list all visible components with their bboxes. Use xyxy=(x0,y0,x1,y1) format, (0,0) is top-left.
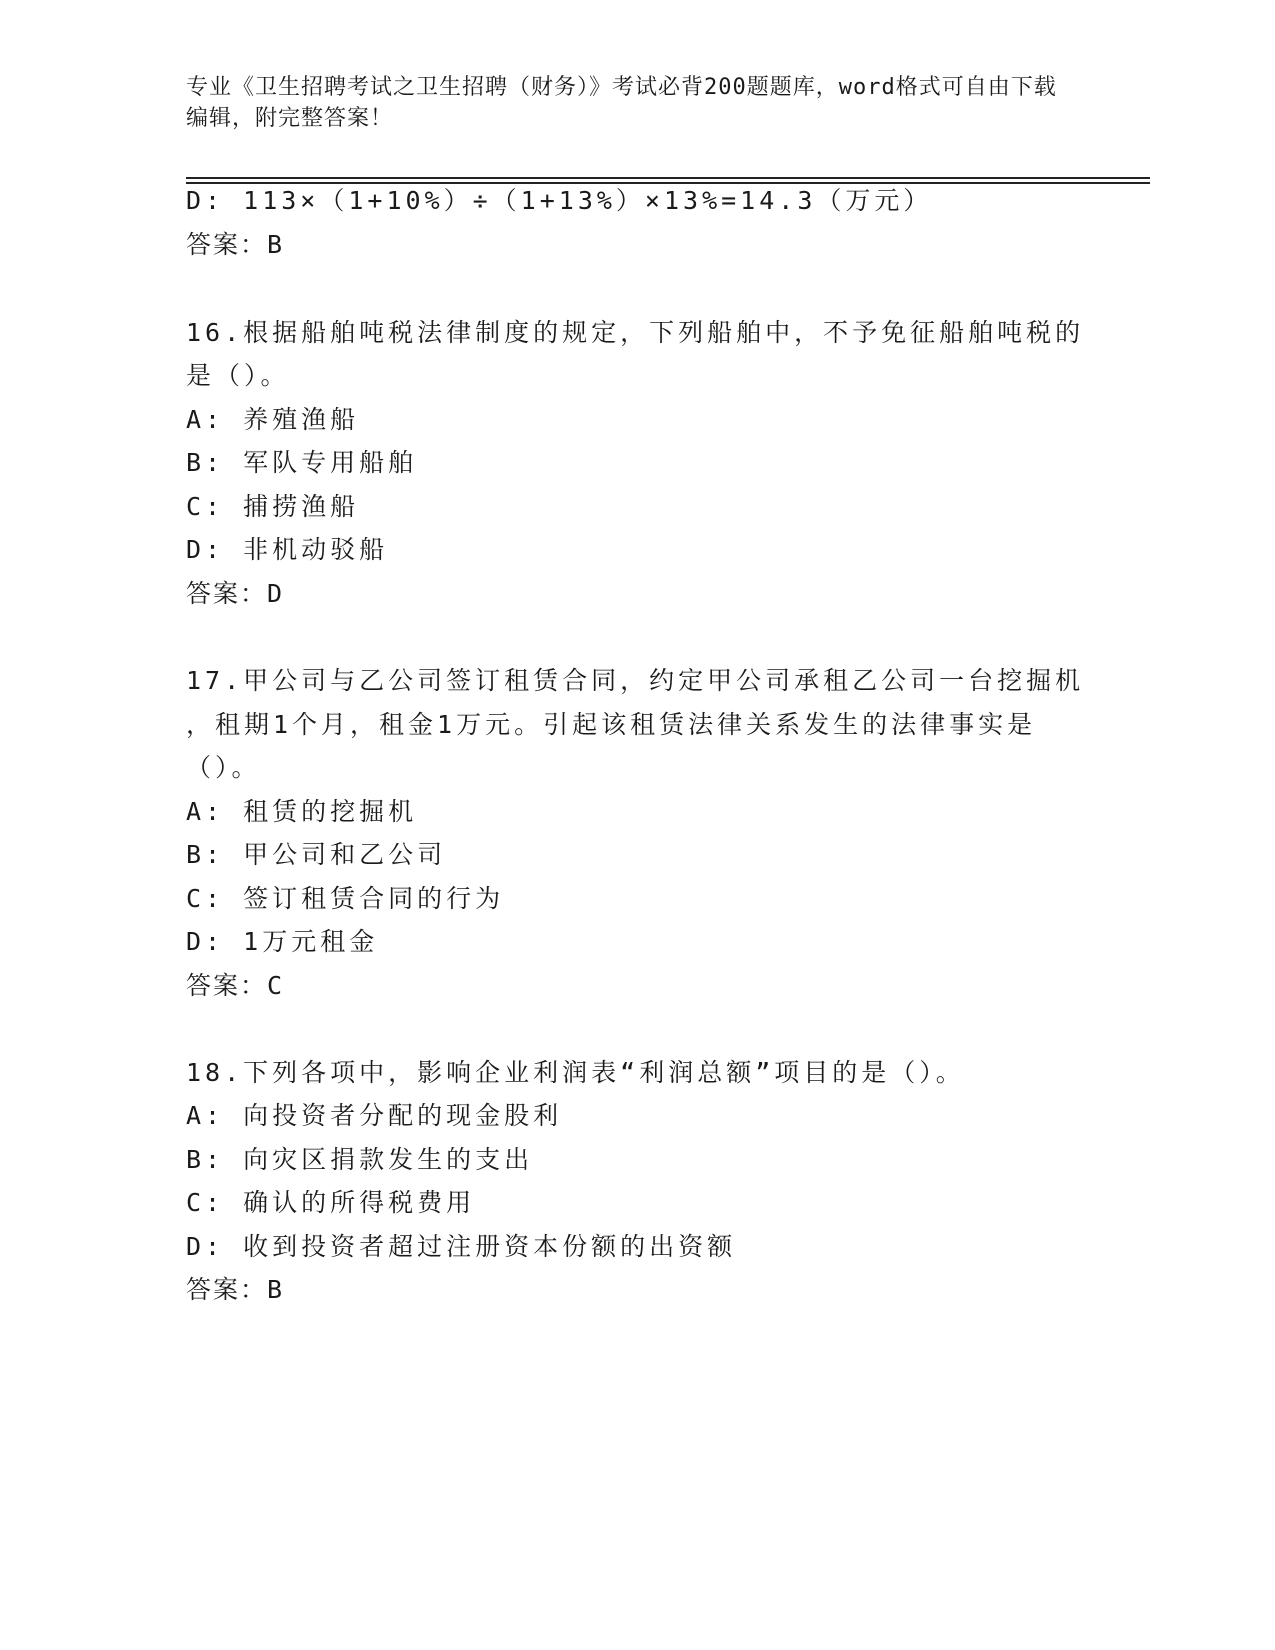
q17-option-d: D: 1万元租金 xyxy=(186,927,379,956)
q17-option-b: B: 甲公司和乙公司 xyxy=(186,840,447,869)
q18-option-c: C: 确认的所得税费用 xyxy=(186,1188,476,1217)
prev-option-d: D: 113×（1+10%）÷（1+13%）×13%=14.3（万元） xyxy=(186,186,933,215)
q16-option-c: C: 捕捞渔船 xyxy=(186,492,360,521)
q17-option-a: A: 租赁的挖掘机 xyxy=(186,797,418,826)
q16-option-d: D: 非机动驳船 xyxy=(186,535,389,564)
header-divider-bottom xyxy=(186,182,1150,184)
q17-answer: 答案：C xyxy=(186,971,285,1000)
q17-option-c: C: 签订租赁合同的行为 xyxy=(186,884,505,913)
q18-option-a: A: 向投资者分配的现金股利 xyxy=(186,1101,563,1130)
q16-option-a: A: 养殖渔船 xyxy=(186,405,360,434)
q16-answer: 答案：D xyxy=(186,579,285,608)
header-divider-top xyxy=(186,177,1150,179)
prev-answer: 答案：B xyxy=(186,230,285,259)
q17-stem-line-3: （）。 xyxy=(186,753,261,782)
q18-answer: 答案：B xyxy=(186,1275,285,1304)
q17-stem-line-1: 17.甲公司与乙公司签订租赁合同，约定甲公司承租乙公司一台挖掘机 xyxy=(186,666,1085,695)
q16-stem-line-2: 是（）。 xyxy=(186,361,290,390)
q18-option-d: D: 收到投资者超过注册资本份额的出资额 xyxy=(186,1232,737,1261)
q18-stem-line-1: 18.下列各项中，影响企业利润表“利润总额”项目的是（）。 xyxy=(186,1058,965,1087)
q16-option-b: B: 军队专用船舶 xyxy=(186,448,418,477)
q18-option-b: B: 向灾区捐款发生的支出 xyxy=(186,1145,534,1174)
document-header: 专业《卫生招聘考试之卫生招聘（财务）》考试必背200题题库，word格式可自由下载编辑，附完整答案！ xyxy=(186,75,1057,131)
q17-stem-line-2: ，租期1个月，租金1万元。引起该租赁法律关系发生的法律事实是 xyxy=(186,710,1037,739)
q16-stem-line-1: 16.根据船舶吨税法律制度的规定，下列船舶中，不予免征船舶吨税的 xyxy=(186,318,1085,347)
